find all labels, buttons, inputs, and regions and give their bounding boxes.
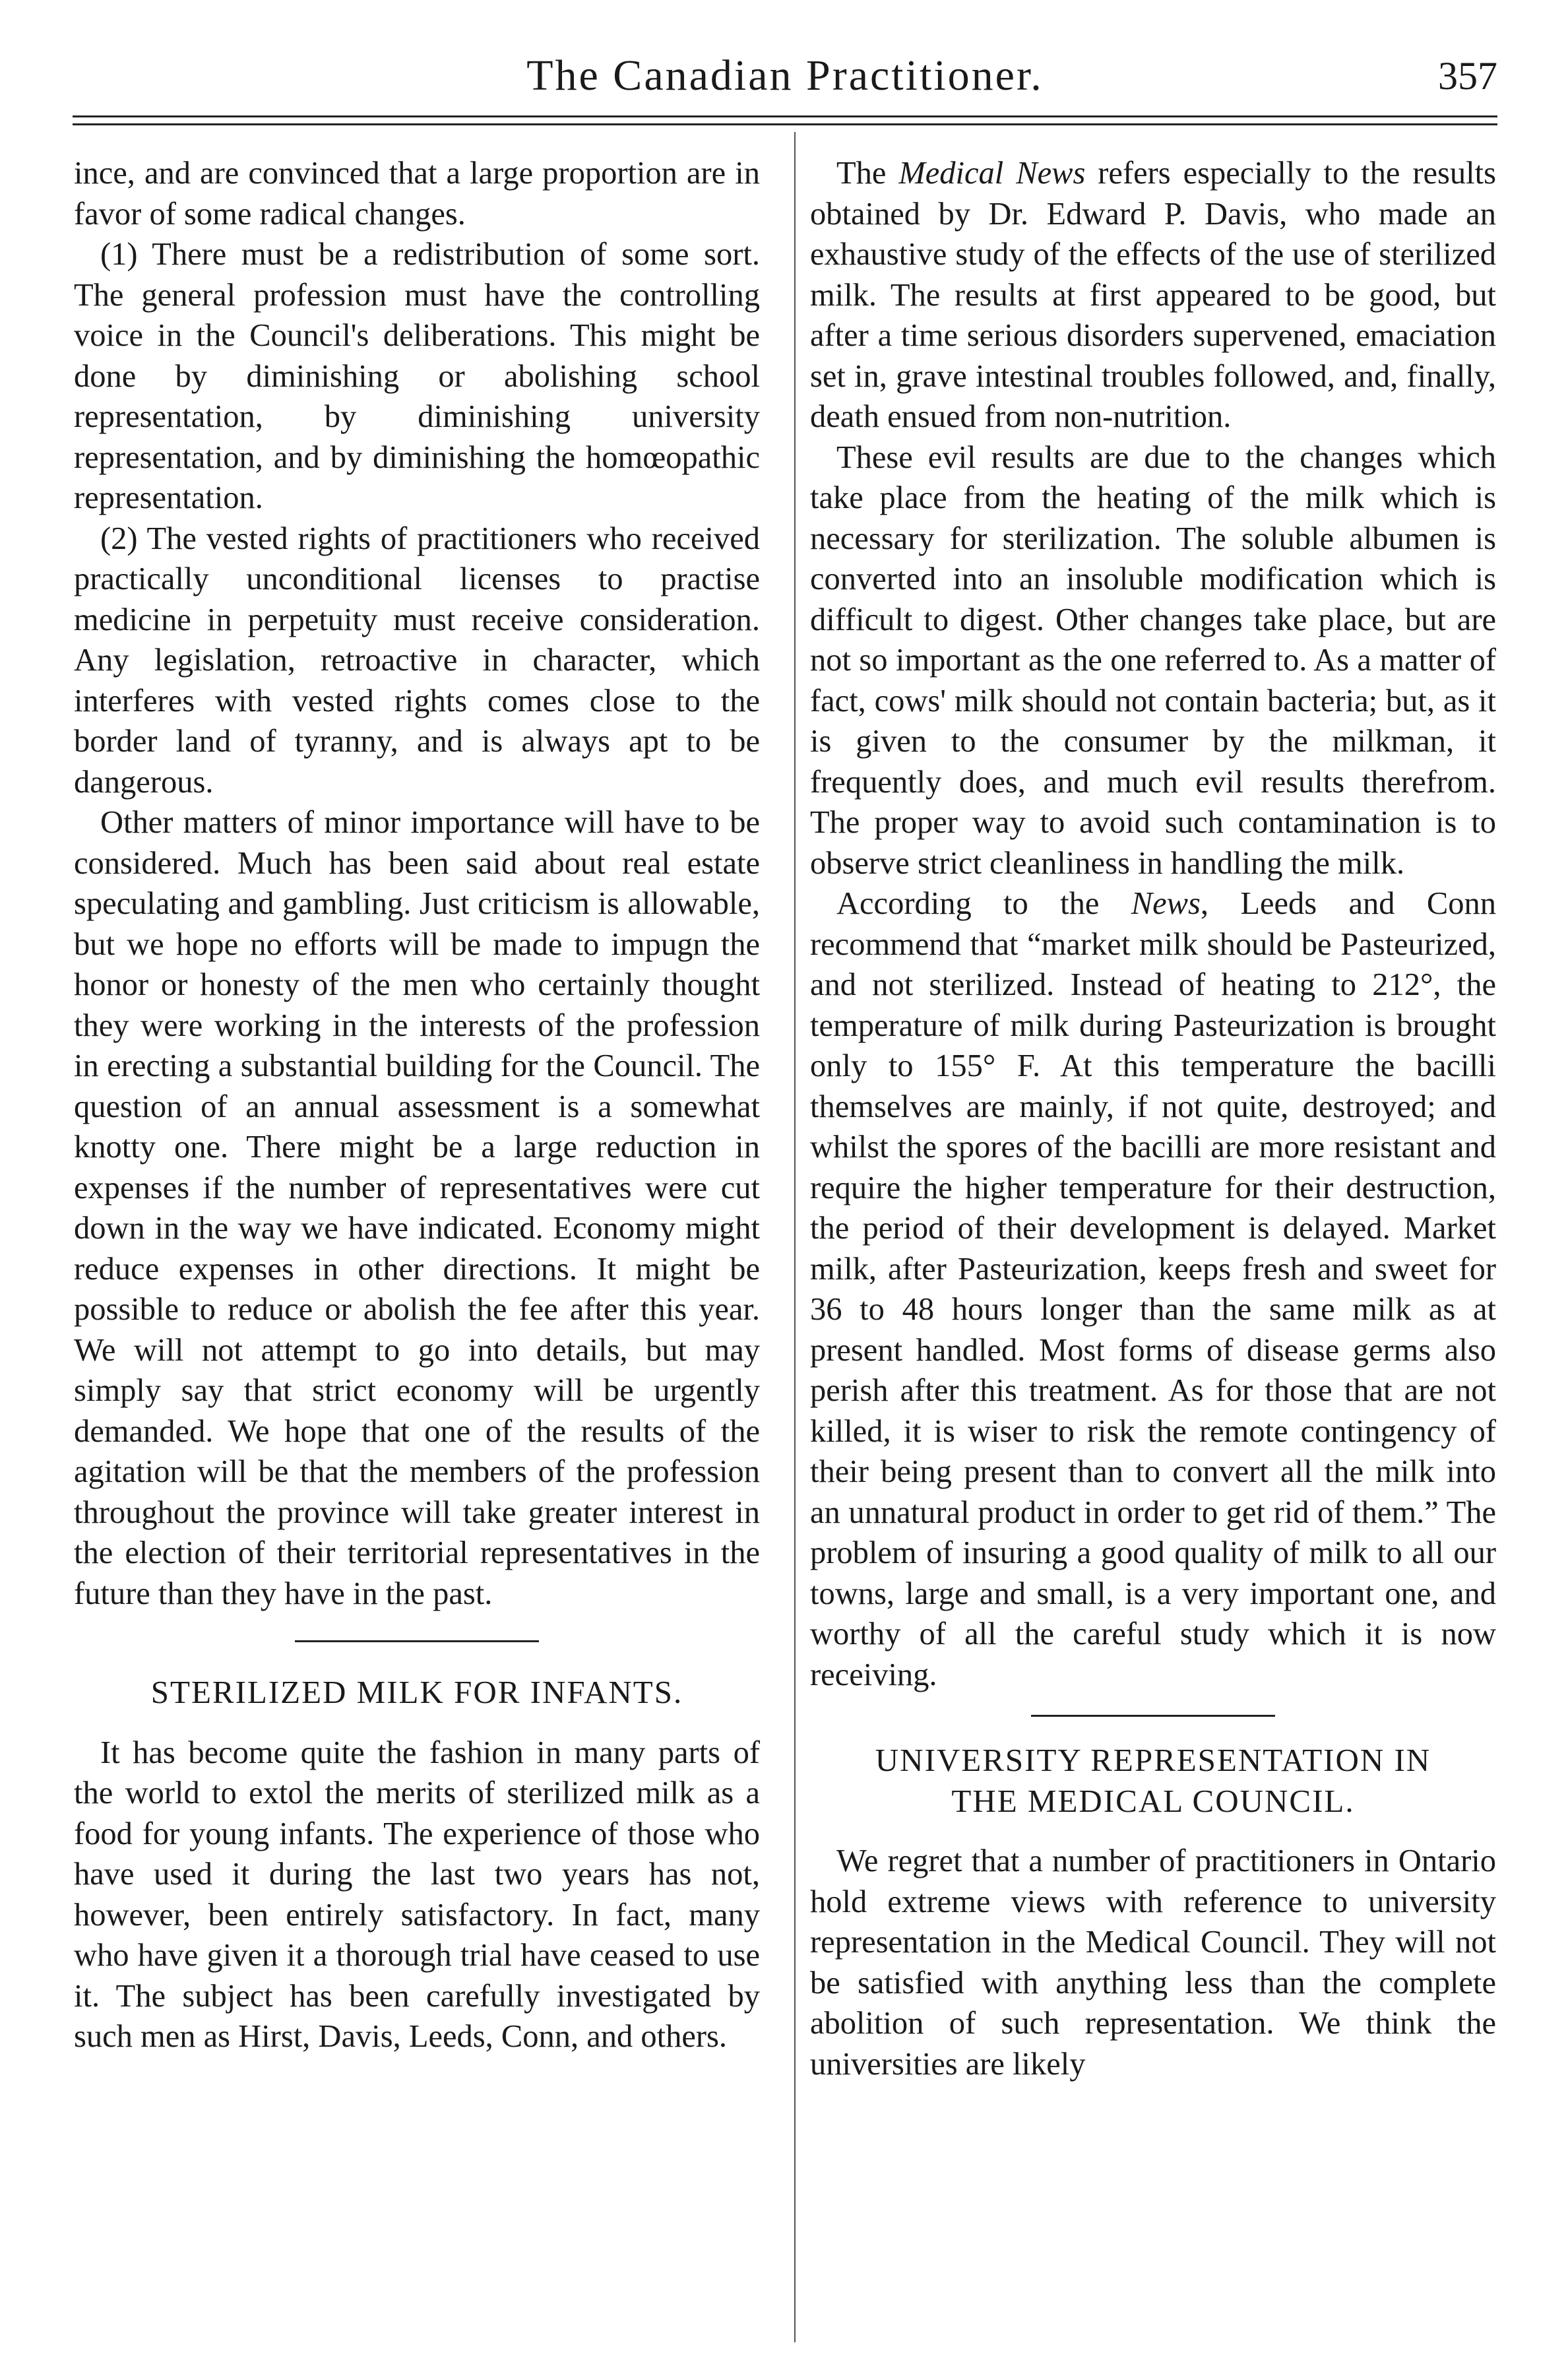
text-run: The	[836, 156, 899, 191]
journal-title: News	[1131, 886, 1201, 921]
right-paragraph-1	[810, 153, 1496, 437]
running-title: The Canadian Practitioner.	[526, 51, 1044, 100]
section-heading-line-1: UNIVERSITY REPRESENTATION IN	[875, 1742, 1431, 1778]
text-run: refers especially to the results obtained by Dr. Edward P. Davis, who made an exhaustive study of the effects of the use of sterilized milk. The results at first appeared to be good, but after a time serious disorders supervened, emaciation set in, grave intestinal troubles followed, and, finally, death ensued from non-nutrition.	[810, 156, 1496, 434]
journal-title: Medical News	[898, 156, 1086, 191]
left-paragraph-5: It has become quite the fashion in many parts of the world to extol the merits of sterilized milk as a food for young infants. The experience of those who have used it during the last two years has not, however, been entirely satisfactory. In fact, many who have given it a thorough trial have ceased to use it. The subject has been carefully investigated by such men as Hirst, Davis, Leeds, Conn, and others.	[74, 1735, 760, 2054]
text-run: According to the	[836, 886, 1131, 921]
header-rule-upper	[73, 115, 1497, 117]
left-paragraph-4: Other matters of minor importance will have to be considered. Much has been said about real estate speculating and gambling. Just criticism is allowable, but we hope no efforts will be made to impugn the honor or honesty of the men who certainly thought they were working in the interests of the profession in erecting a substantial building for the Council. The question of an annual assessment is a somewhat knotty one. There might be a large reduction in expenses if the number of representatives were cut down in the way we have indicated. Economy might reduce expenses in other directions. It might be possible to reduce or abolish the fee after this year. We will not attempt to go into details, but may simply say that strict economy will be urgently demanded. We hope that one of the results of the agitation will be that the members of the profession throughout the province will take greater interest in the election of their territorial representatives in the future than they have in the past.	[74, 805, 760, 1611]
header-rule-lower	[73, 123, 1497, 125]
left-paragraph-2: (1) There must be a redistribution of some sort. The general profession must have the controlling voice in the Council's deliberations. This might be done by diminishing or abolishing school representation, by diminishing university representation, and by diminishing the homœopathic representation.	[74, 237, 760, 515]
right-column	[810, 153, 1496, 2084]
right-paragraph-3	[810, 883, 1496, 1695]
column-divider	[794, 132, 796, 2342]
page-number: 357	[1438, 54, 1497, 98]
left-column	[74, 153, 760, 2057]
left-paragraph-3: (2) The vested rights of practitioners who received practically unconditional licenses to practise medicine in perpetuity must receive consideration. Any legislation, retroactive in character, which interferes with vested rights comes close to the border land of tyranny, and is always apt to be dangerous.	[74, 521, 760, 800]
text-run: , Leeds and Conn recommend that “market milk should be Pasteurized, and not sterilized. Instead of heating to 212°, the temperature of milk during Pasteurization is brought only to 155° F. At this temperature the bacilli themselves are mainly, if not quite, destroyed; and whilst the spores of the bacilli are more resistant and require the higher temperature for their destruction, the period of their development is delayed. Market milk, after Pasteurization, keeps fresh and sweet for 36 to 48 hours longer than the same milk as at present handled. Most forms of disease germs also perish after this treatment. As for those that are not killed, it is wiser to risk the remote contingency of their being present than to convert all the milk into an unnatural product in order to get rid of them.” The problem of insuring a good quality of milk to all our towns, large and small, is a very important one, and worthy of all the careful study which it is now receiving.	[810, 886, 1496, 1692]
left-paragraph-1: ince, and are convinced that a large proportion are in favor of some radical changes.	[74, 156, 760, 232]
section-heading-line-2: THE MEDICAL COUNCIL.	[951, 1782, 1355, 1819]
page-header	[73, 36, 1497, 109]
right-paragraph-2: These evil results are due to the changes which take place from the heating of the milk which is necessary for sterilization. The soluble albumen is converted into an insoluble modification which is difficult to digest. Other changes take place, but are not so important as the one referred to. As a matter of fact, cows' milk should not contain bacteria; but, as it is given to the consumer by the milkman, it frequently does, and much evil results therefrom. The proper way to avoid such contamination is to observe strict cleanliness in handling the milk.	[810, 439, 1496, 881]
section-heading-sterilized-milk: STERILIZED MILK FOR INFANTS.	[150, 1674, 683, 1710]
right-paragraph-4: We regret that a number of practitioners in Ontario hold extreme views with reference to university representation in the Medical Council. They will not be satisfied with anything less than the complete abolition of such representation. We think the universities are likely	[810, 1843, 1496, 2082]
